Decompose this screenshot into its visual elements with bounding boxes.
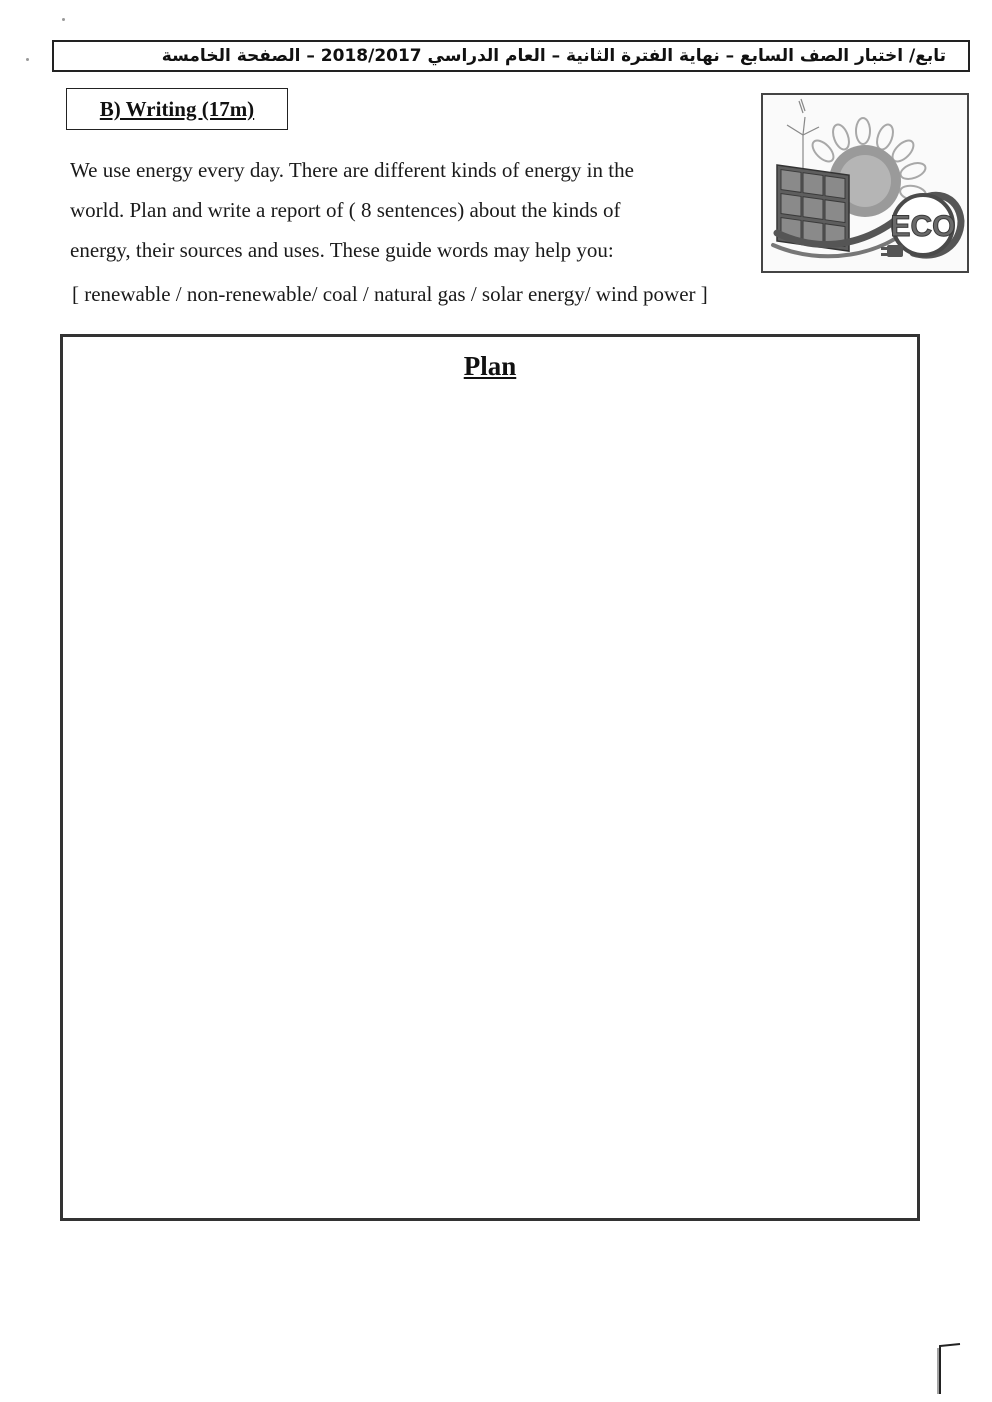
- writing-prompt: [70, 150, 750, 270]
- eco-illustration: [763, 95, 967, 271]
- plan-title: Plan: [463, 351, 517, 381]
- corner-mark-icon: [932, 1340, 962, 1396]
- page-header: [52, 40, 970, 72]
- prompt-line: world. Plan and write a report of ( 8 sentences) about the kinds of: [70, 198, 621, 222]
- section-heading-box: [66, 88, 288, 130]
- section-title: B) Writing (17m): [99, 96, 255, 121]
- eco-solar-energy-icon: [761, 93, 969, 273]
- scan-dot: [62, 18, 65, 21]
- plan-answer-area[interactable]: [60, 334, 920, 1221]
- header-text: تابع/ اختبار الصف السابع – نهاية الفترة الثانية – العام الدراسي 2018/2017 – الصفحة الخامسة: [161, 46, 946, 66]
- scan-dot: [26, 58, 29, 61]
- prompt-line: energy, their sources and uses. These guide words may help you:: [70, 238, 614, 262]
- eco-label: ECO: [890, 210, 956, 243]
- guide-words: [ renewable / non-renewable/ coal / natural gas / solar energy/ wind power ]: [72, 282, 708, 306]
- prompt-line: We use energy every day. There are different kinds of energy in the: [70, 158, 634, 182]
